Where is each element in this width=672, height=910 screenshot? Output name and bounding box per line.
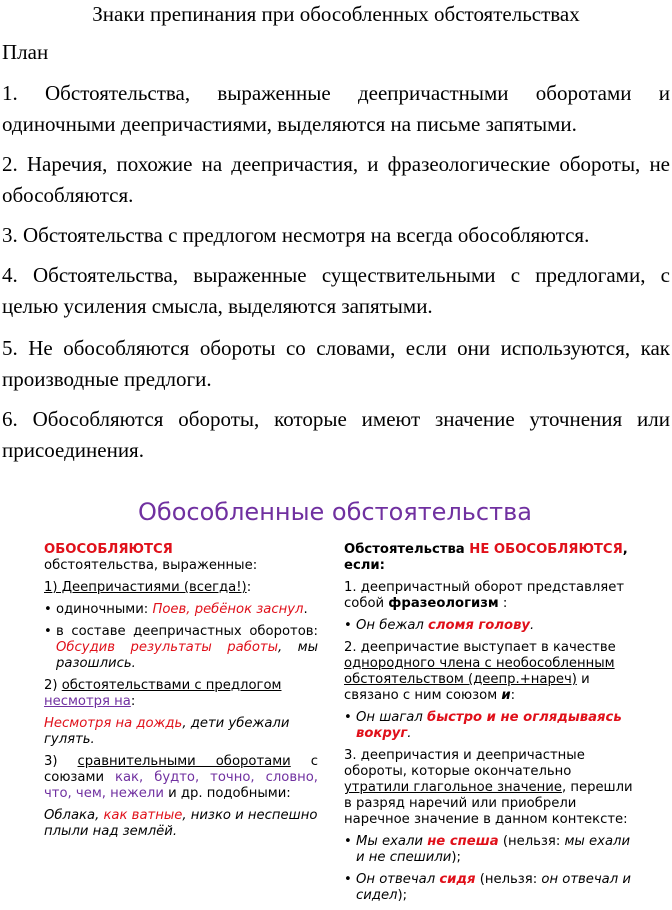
left-section-1 (44, 580, 318, 596)
s3-end: и др. подобными: (163, 786, 291, 801)
s1-text: ) Деепричастиями (всегда!) (52, 580, 247, 595)
rb3-d: ); (451, 850, 461, 865)
ex3-b: , низко и неспешно плыли над землёй. (44, 808, 318, 839)
s1-colon: : (246, 580, 252, 595)
r2-a: 2. деепричастие выступает в качестве (344, 640, 616, 655)
left-section-3 (44, 754, 318, 802)
s3-mid: с союзами (44, 754, 318, 785)
document-title: Знаки препинания при обособленных обстоятельствах (92, 2, 580, 26)
right-item-3 (344, 748, 636, 828)
s2-p: несмотря на (44, 694, 131, 709)
rb2-red: быстро и не оглядываясь вокруг (356, 710, 622, 741)
rb3-red: не спеша (427, 834, 499, 849)
slide-right-column (344, 542, 636, 910)
s1-num: 1 (44, 580, 53, 595)
ex2-rest: , дети убежали гулять. (44, 716, 290, 747)
left-heading (44, 542, 318, 574)
left-section-2 (44, 678, 318, 710)
rh-red: НЕ ОБОСОБЛЯЮТСЯ (469, 542, 623, 557)
left-bullet-2 (44, 624, 318, 672)
rh-b: , если: (344, 542, 628, 573)
r2-i: и (501, 688, 511, 703)
rb4-red: сидя (439, 872, 476, 887)
right-heading (344, 542, 636, 574)
b2-red: Обсудив результаты работы (56, 640, 278, 655)
s2-u: обстоятельствами с предлогом (61, 678, 282, 693)
slide-left-column (44, 542, 318, 846)
r1-b: фразеологизм (388, 596, 499, 611)
plan-item-3: 3. Обстоятельства с предлогом несмотря на всегда обособляются. (2, 223, 590, 247)
plan-label: План (2, 40, 49, 64)
left-example-3 (44, 808, 318, 840)
r2-u: однородного члена с необособленным обстоятельством (деепр.+нареч) (344, 656, 615, 687)
slide-title: Обособленные обстоятельства (138, 498, 532, 526)
r2-b: и связано с ним союзом (344, 672, 590, 703)
b1-pre: одиночными: (56, 602, 153, 617)
rh-a: Обстоятельства (344, 542, 470, 557)
r3-u: утратили глагольное значение (344, 780, 562, 795)
ex3-red: как ватные (103, 808, 183, 823)
left-heading-rest: обстоятельства, выраженные: (44, 558, 258, 573)
rb4-d: ); (397, 888, 408, 903)
b1-ex: Поев, ребёнок заснул (152, 602, 304, 617)
slide-image (32, 488, 638, 903)
plan-item-4: 4. Обстоятельства, выраженные существительными с предлогами, с целью усиления смысла, выделяются запятыми. (2, 263, 670, 318)
right-bullet-1 (344, 618, 636, 634)
r3-b: , перешли в разряд наречий или приобрели наречное значение в данном контексте: (344, 780, 633, 827)
rb3-b: (нельзя: (498, 834, 565, 849)
rb2-b: . (407, 726, 412, 741)
b2-pre: в составе деепричастных оборотов: (56, 624, 318, 639)
r1-a: 1. деепричастный оборот представляет собой (344, 580, 625, 611)
rb4-a: Он отвечал (356, 872, 440, 887)
rb4-c: он отвечал и сидел (356, 872, 631, 903)
plan-item-5: 5. Не обособляются обороты со словами, если они используются, как производные предлоги. (2, 336, 670, 391)
right-item-2 (344, 640, 636, 704)
left-bullet-1 (44, 602, 318, 618)
left-example-2 (44, 716, 318, 748)
right-bullet-3 (344, 834, 636, 866)
plan-item-2: 2. Наречия, похожие на деепричастия, и фразеологические обороты, не обособляются. (2, 152, 670, 207)
r3-a: 3. деепричастия и деепричастные обороты, которые окончательно (344, 748, 585, 779)
plan-item-6: 6. Обособляются обороты, которые имеют значение уточнения или присоединения. (2, 407, 670, 462)
right-item-1 (344, 580, 636, 612)
r2-c: : (510, 688, 516, 703)
ex2-red: Несмотря на дождь (44, 716, 183, 731)
right-bullet-2 (344, 710, 636, 742)
b1-dot: . (303, 602, 308, 617)
rb1-b: . (530, 618, 535, 633)
s2-colon: : (130, 694, 136, 709)
s3-num: 3) (44, 754, 78, 769)
right-bullet-4 (344, 872, 636, 904)
b2-rest: , мы разошлись. (56, 640, 318, 671)
rb3-c: мы ехали и не спешили (356, 834, 631, 865)
r1-c: : (498, 596, 508, 611)
plan-item-1: 1. Обстоятельства, выраженные деепричастными оборотами и одиночными деепричастиями, выделяются на письме запятыми. (2, 81, 670, 136)
s2-num: 2) (44, 678, 62, 693)
left-heading-red: ОБОСОБЛЯЮТСЯ (44, 542, 173, 557)
rb4-b: (нельзя: (475, 872, 542, 887)
rb2-a: Он шагал (356, 710, 427, 725)
s3-u: сравнительными оборотами (77, 754, 291, 769)
rb1-red: сломя голову (428, 618, 531, 633)
ex3-a: Облака, (44, 808, 104, 823)
rb3-a: Мы ехали (356, 834, 428, 849)
rb1-a: Он бежал (356, 618, 429, 633)
s3-p: как, будто, точно, словно, что, чем, нежели (44, 770, 318, 801)
